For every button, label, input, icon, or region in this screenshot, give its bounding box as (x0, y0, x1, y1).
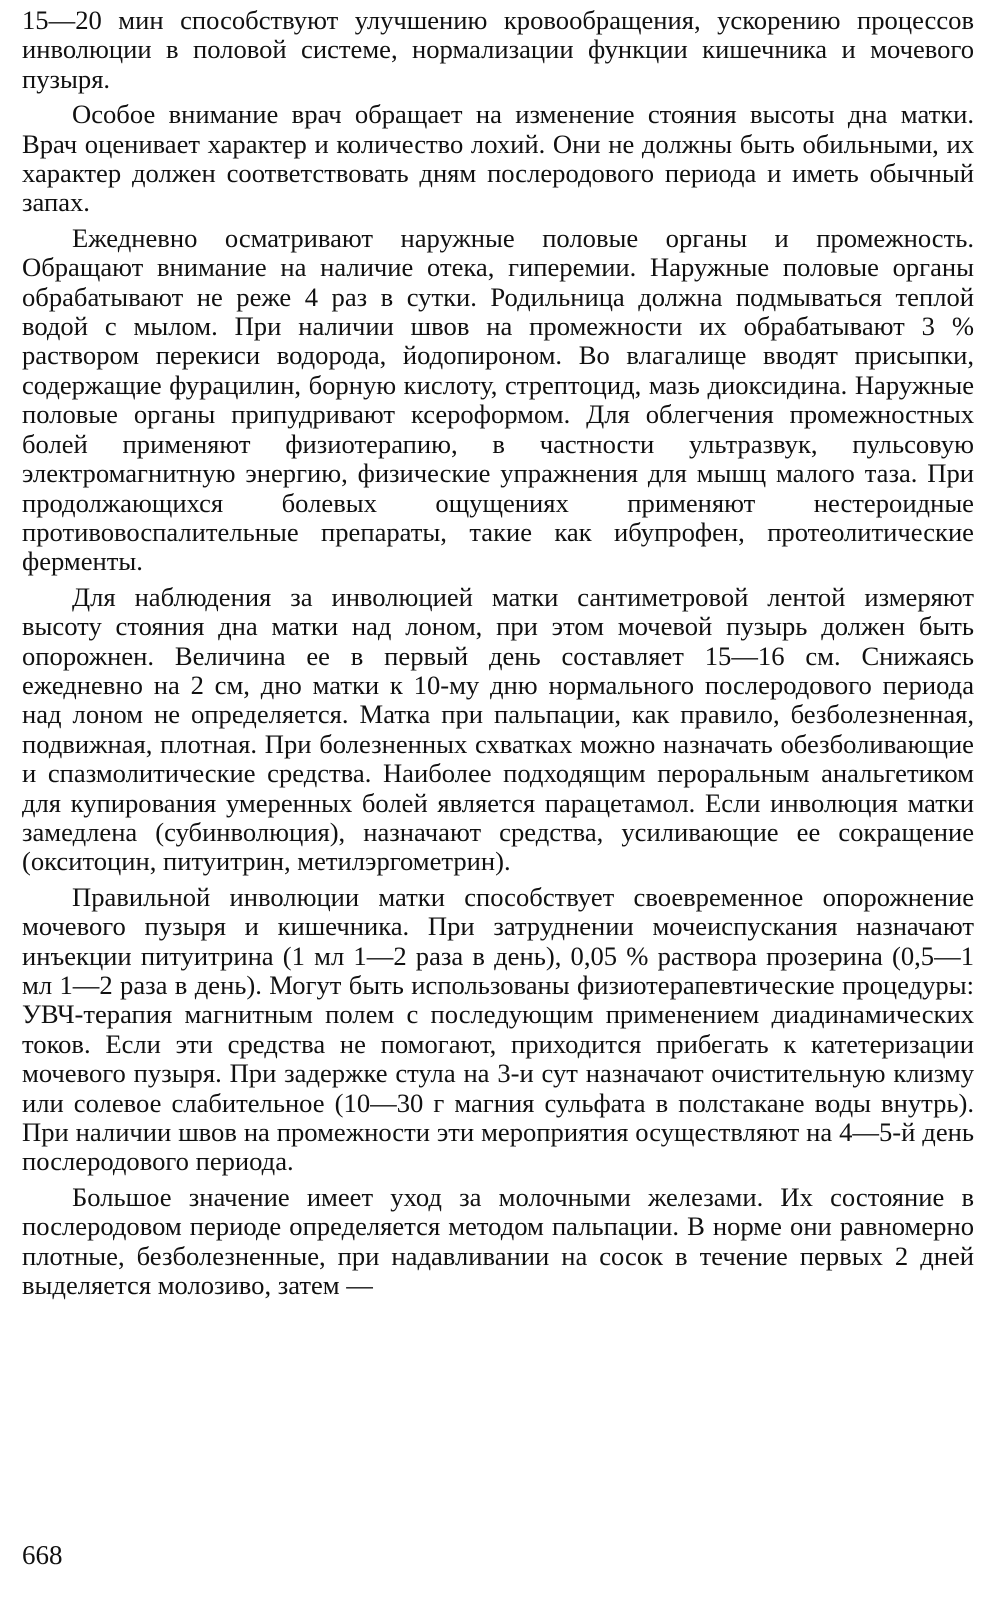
paragraph-breast-care: Большое значение имеет уход за молочными железами. Их состояние в послеродовом периоде определяется методом пальпации. В норме они равномерно плотные, безболезненные, при надавливании на сосок в течение первых 2 дней выделяется молозиво, затем — (22, 1181, 974, 1301)
page-number: 668 (22, 1540, 63, 1570)
page-body (22, 6, 974, 1306)
paragraph-perineum-care: Ежедневно осматривают наружные половые органы и промежность. Обращают внимание на наличие отека, гиперемии. Наружные половые органы обрабатывают не реже 4 раз в сутки. Родильница должна подмываться теплой водой с мылом. При наличии швов на промежности их обрабатывают 3 % раствором перекиси водорода, йодопироном. Во влагалище вводят присыпки, содержащие фурацилин, борную кислоту, стрептоцид, мазь диоксидина. Наружные половые органы припудривают ксероформом. Для облегчения промежностных болей применяют физиотерапию, в частности ультразвук, пульсовую электромагнитную энергию, физические упражнения для мышц малого таза. При продолжающихся болевых ощущениях применяют нестероидные противовоспалительные препараты, такие как ибупрофен, протеолитические ферменты. (22, 222, 974, 577)
paragraph-uterus-fundus: Особое внимание врач обращает на изменение стояния высоты дна матки. Врач оценивает характер и количество лохий. Они не должны быть обильными, их характер должен соответствовать дням послеродового периода и иметь обычный запах. (22, 99, 974, 218)
paragraph-continuation: 15—20 мин способствуют улучшению кровообращения, ускорению процессов инволюции в половой системе, нормализации функции кишечника и мочевого пузыря. (22, 5, 974, 94)
paragraph-involution-measurement: Для наблюдения за инволюцией матки сантиметровой лентой измеряют высоту стояния дна матки над лоном, при этом мочевой пузырь должен быть опорожнен. Величина ее в первый день составляет 15—16 см. Снижаясь ежедневно на 2 см, дно матки к 10-му дню нормального послеродового периода над лоном не определяется. Матка при пальпации, как правило, безболезненная, подвижная, плотная. При болезненных схватках можно назначать обезболивающие и спазмолитические средства. Наиболее подходящим пероральным анальгетиком для купирования умеренных болей является парацетамол. Если инволюция матки замедлена (субинволюция), назначают средства, усиливающие ее сокращение (окситоцин, питуитрин, метилэргометрин). (22, 581, 974, 877)
paragraph-bladder-bowel: Правильной инволюции матки способствует своевременное опорожнение мочевого пузыря и кишечника. При затруднении мочеиспускания назначают инъекции питуитрина (1 мл 1—2 раза в день), 0,05 % раствора прозерина (0,5—1 мл 1—2 раза в день). Могут быть использованы физиотерапевтические процедуры: УВЧ-терапия магнитным полем с последующим применением диадинамических токов. Если эти средства не помогают, приходится прибегать к катетеризации мочевого пузыря. При задержке стула на 3-и сут назначают очистительную клизму или солевое слабительное (10—30 г магния сульфата в полстакане воды внутрь). При наличии швов на промежности эти мероприятия осуществляют на 4—5-й день послеродового периода. (22, 881, 974, 1177)
